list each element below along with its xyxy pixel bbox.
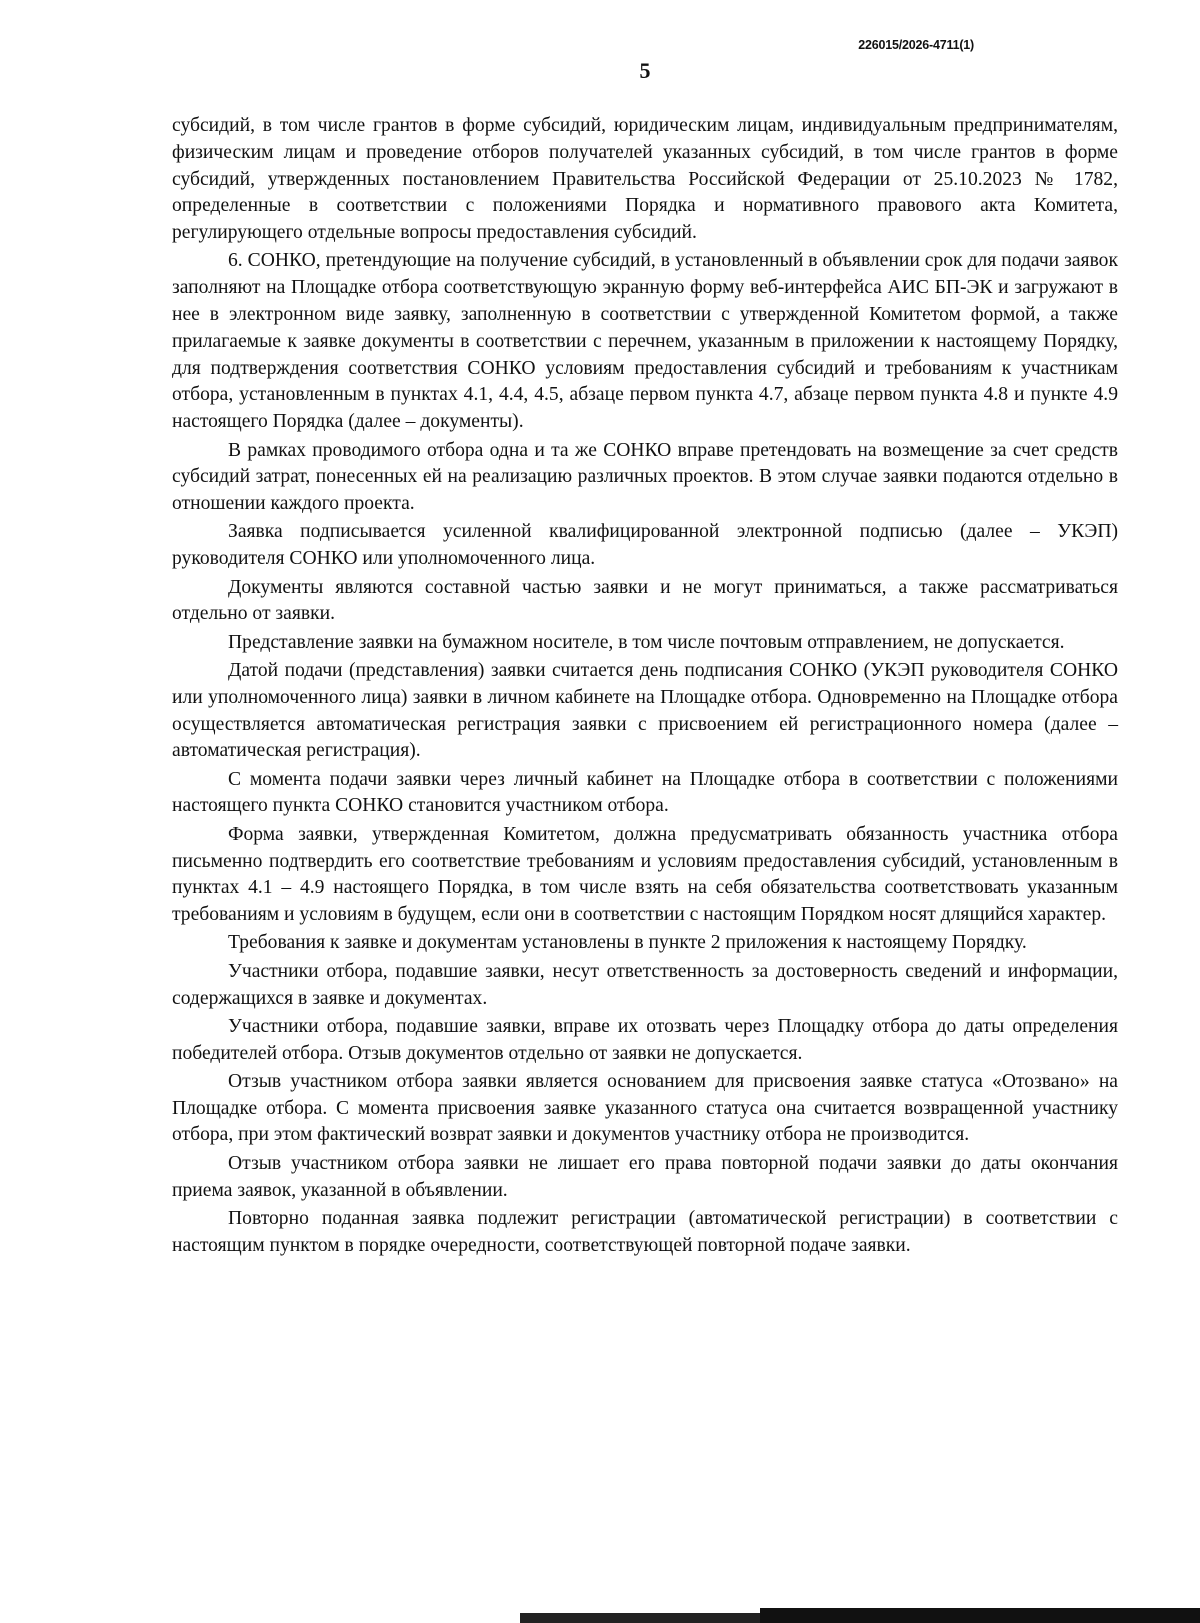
paragraph: В рамках проводимого отбора одна и та же СОНКО вправе претендовать на возмещение за счет средств субсидий затрат, понесенных ей на реализацию различных проектов. В этом случае заявки подаются отдельно в отношении каждого проекта. [172,439,1118,515]
paragraph-item-6: 6. СОНКО, претендующие на получение субсидий, в установленный в объявлении срок для подачи заявок заполняют на Площадке отбора соответствующую экранную форму веб-интерфейса АИС БП-ЭК и загружают в нее в электронном виде заявку, заполненную в соответствии с утвержденной Комитетом формой, а также прилагаемые к заявке документы в соответствии с перечнем, указанным в приложении к настоящему Порядку, для подтверждения соответствия СОНКО условиям предоставления субсидий и требованиям к участникам отбора, установленным в пунктах 4.1, 4.4, 4.5, абзаце первом пункта 4.7, абзаце первом пункта 4.8 и пункте 4.9 настоящего Порядка (далее – документы). [172,250,1118,433]
paragraph: Отзыв участником отбора заявки не лишает его права повторной подачи заявки до даты окончания приема заявок, указанной в объявлении. [172,1152,1118,1201]
document-registration-number: 226015/2026-4711(1) [858,38,974,52]
document-body [172,113,1118,1261]
paragraph: Повторно поданная заявка подлежит регистрации (автоматической регистрации) в соответствии с настоящим пунктом в порядке очередности, соответствующей повторной подаче заявки. [172,1207,1118,1256]
paragraph: С момента подачи заявки через личный кабинет на Площадке отбора в соответствии с положениями настоящего пункта СОНКО становится участником отбора. [172,768,1118,817]
paragraph: Участники отбора, подавшие заявки, вправе их отозвать через Площадку отбора до даты определения победителей отбора. Отзыв документов отдельно от заявки не допускается. [172,1015,1118,1064]
paragraph: Участники отбора, подавшие заявки, несут ответственность за достоверность сведений и информации, содержащихся в заявке и документах. [172,960,1118,1009]
paragraph: Представление заявки на бумажном носителе, в том числе почтовым отправлением, не допускается. [228,631,1065,653]
paragraph-continuation: субсидий, в том числе грантов в форме субсидий, юридическим лицам, индивидуальным предпринимателям, физическим лицам и проведение отборов получателей указанных субсидий, в том числе грантов в форме субсидий, утвержденных постановлением Правительства Российской Федерации от 25.10.2023 № 1782, определенные в соответствии с положениями Порядка и нормативного правового акта Комитета, регулирующего отдельные вопросы предоставления субсидий. [172,115,1118,244]
page-number: 5 [639,58,651,83]
scan-edge-shadow [520,1613,760,1623]
paragraph: Документы являются составной частью заявки и не могут приниматься, а также рассматриваться отдельно от заявки. [172,576,1118,625]
paragraph: Отзыв участником отбора заявки является основанием для присвоения заявке статуса «Отозвано» на Площадке отбора. С момента присвоения заявке указанного статуса она считается возвращенной участнику отбора, при этом фактический возврат заявки и документов участнику отбора не производится. [172,1070,1118,1146]
paragraph: Форма заявки, утвержденная Комитетом, должна предусматривать обязанность участника отбора письменно подтвердить его соответствие требованиям и условиям предоставления субсидий, установленным в пунктах 4.1 – 4.9 настоящего Порядка, в том числе взять на себя обязательства соответствовать указанным требованиям и условиям в будущем, если они в соответствии с настоящим Порядком носят длящийся характер. [172,823,1118,926]
paragraph: Датой подачи (представления) заявки считается день подписания СОНКО (УКЭП руководителя СОНКО или уполномоченного лица) заявки в личном кабинете на Площадке отбора. Одновременно на Площадке отбора осуществляется автоматическая регистрация заявки с присвоением ей регистрационного номера (далее – автоматическая регистрация). [172,659,1118,762]
scan-edge-shadow [760,1608,1200,1623]
paragraph: Заявка подписывается усиленной квалифицированной электронной подписью (далее – УКЭП) руководителя СОНКО или уполномоченного лица. [172,521,1118,570]
paragraph: Требования к заявке и документам установлены в пункте 2 приложения к настоящему Порядку. [228,932,1027,954]
